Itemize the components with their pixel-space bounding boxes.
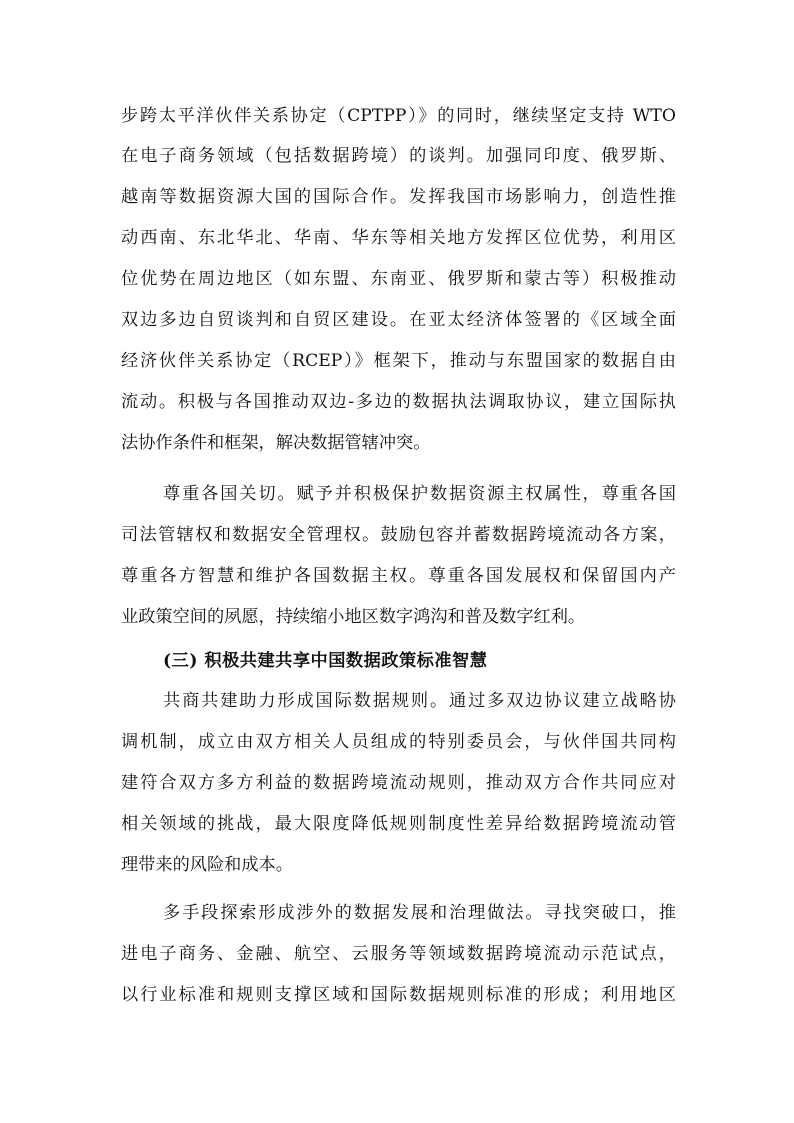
text-line: 建符合双方多方利益的数据跨境流动规则，推动双方合作共同应对: [121, 773, 676, 793]
text-line: 越南等数据资源大国的国际合作。发挥我国市场影响力，创造性推: [121, 187, 676, 207]
text-line: 双边多边自贸谈判和自贸区建设。在亚太经济体签署的《区域全面: [121, 310, 676, 330]
section-heading: (三) 积极共建共享中国数据政策标准智慧: [163, 651, 488, 671]
text-line: 流动。积极与各国推动双边-多边的数据执法调取协议，建立国际执: [121, 392, 676, 412]
text-line: 在电子商务领域（包括数据跨境）的谈判。加强同印度、俄罗斯、: [121, 146, 676, 166]
text-line: 尊重各方智慧和维护各国数据主权。尊重各国发展权和保留国内产: [121, 566, 676, 586]
text-line: 进电子商务、金融、航空、云服务等领域数据跨境流动示范试点，: [121, 944, 676, 964]
text-line: 调机制，成立由双方相关人员组成的特别委员会，与伙伴国共同构: [121, 732, 676, 752]
text-line: 理带来的风险和成本。: [121, 855, 293, 875]
text-line: 经济伙伴关系协定（RCEP）》框架下，推动与东盟国家的数据自由: [121, 351, 676, 371]
text-line: 动西南、东北华北、华南、华东等相关地方发挥区位优势，利用区: [121, 228, 676, 248]
text-line: 多手段探索形成涉外的数据发展和治理做法。寻找突破口，推: [163, 903, 676, 923]
text-line: 相关领域的挑战，最大限度降低规则制度性差异给数据跨境流动管: [121, 814, 676, 834]
text-line: 法协作条件和框架，解决数据管辖冲突。: [121, 433, 431, 453]
text-line: 以行业标准和规则支撑区域和国际数据规则标准的形成；利用地区: [121, 985, 676, 1005]
text-line: 位优势在周边地区（如东盟、东南亚、俄罗斯和蒙古等）积极推动: [121, 269, 676, 289]
text-line: 共商共建助力形成国际数据规则。通过多双边协议建立战略协: [163, 691, 676, 711]
text-line: 尊重各国关切。赋予并积极保护数据资源主权属性，尊重各国: [163, 484, 676, 504]
text-line: 步跨太平洋伙伴关系协定（CPTPP）》的同时，继续坚定支持 WTO: [121, 106, 676, 126]
text-line: 司法管辖权和数据安全管理权。鼓励包容并蓄数据跨境流动各方案，: [121, 525, 676, 545]
text-line: 业政策空间的夙愿，持续缩小地区数字鸿沟和普及数字红利。: [121, 607, 586, 627]
